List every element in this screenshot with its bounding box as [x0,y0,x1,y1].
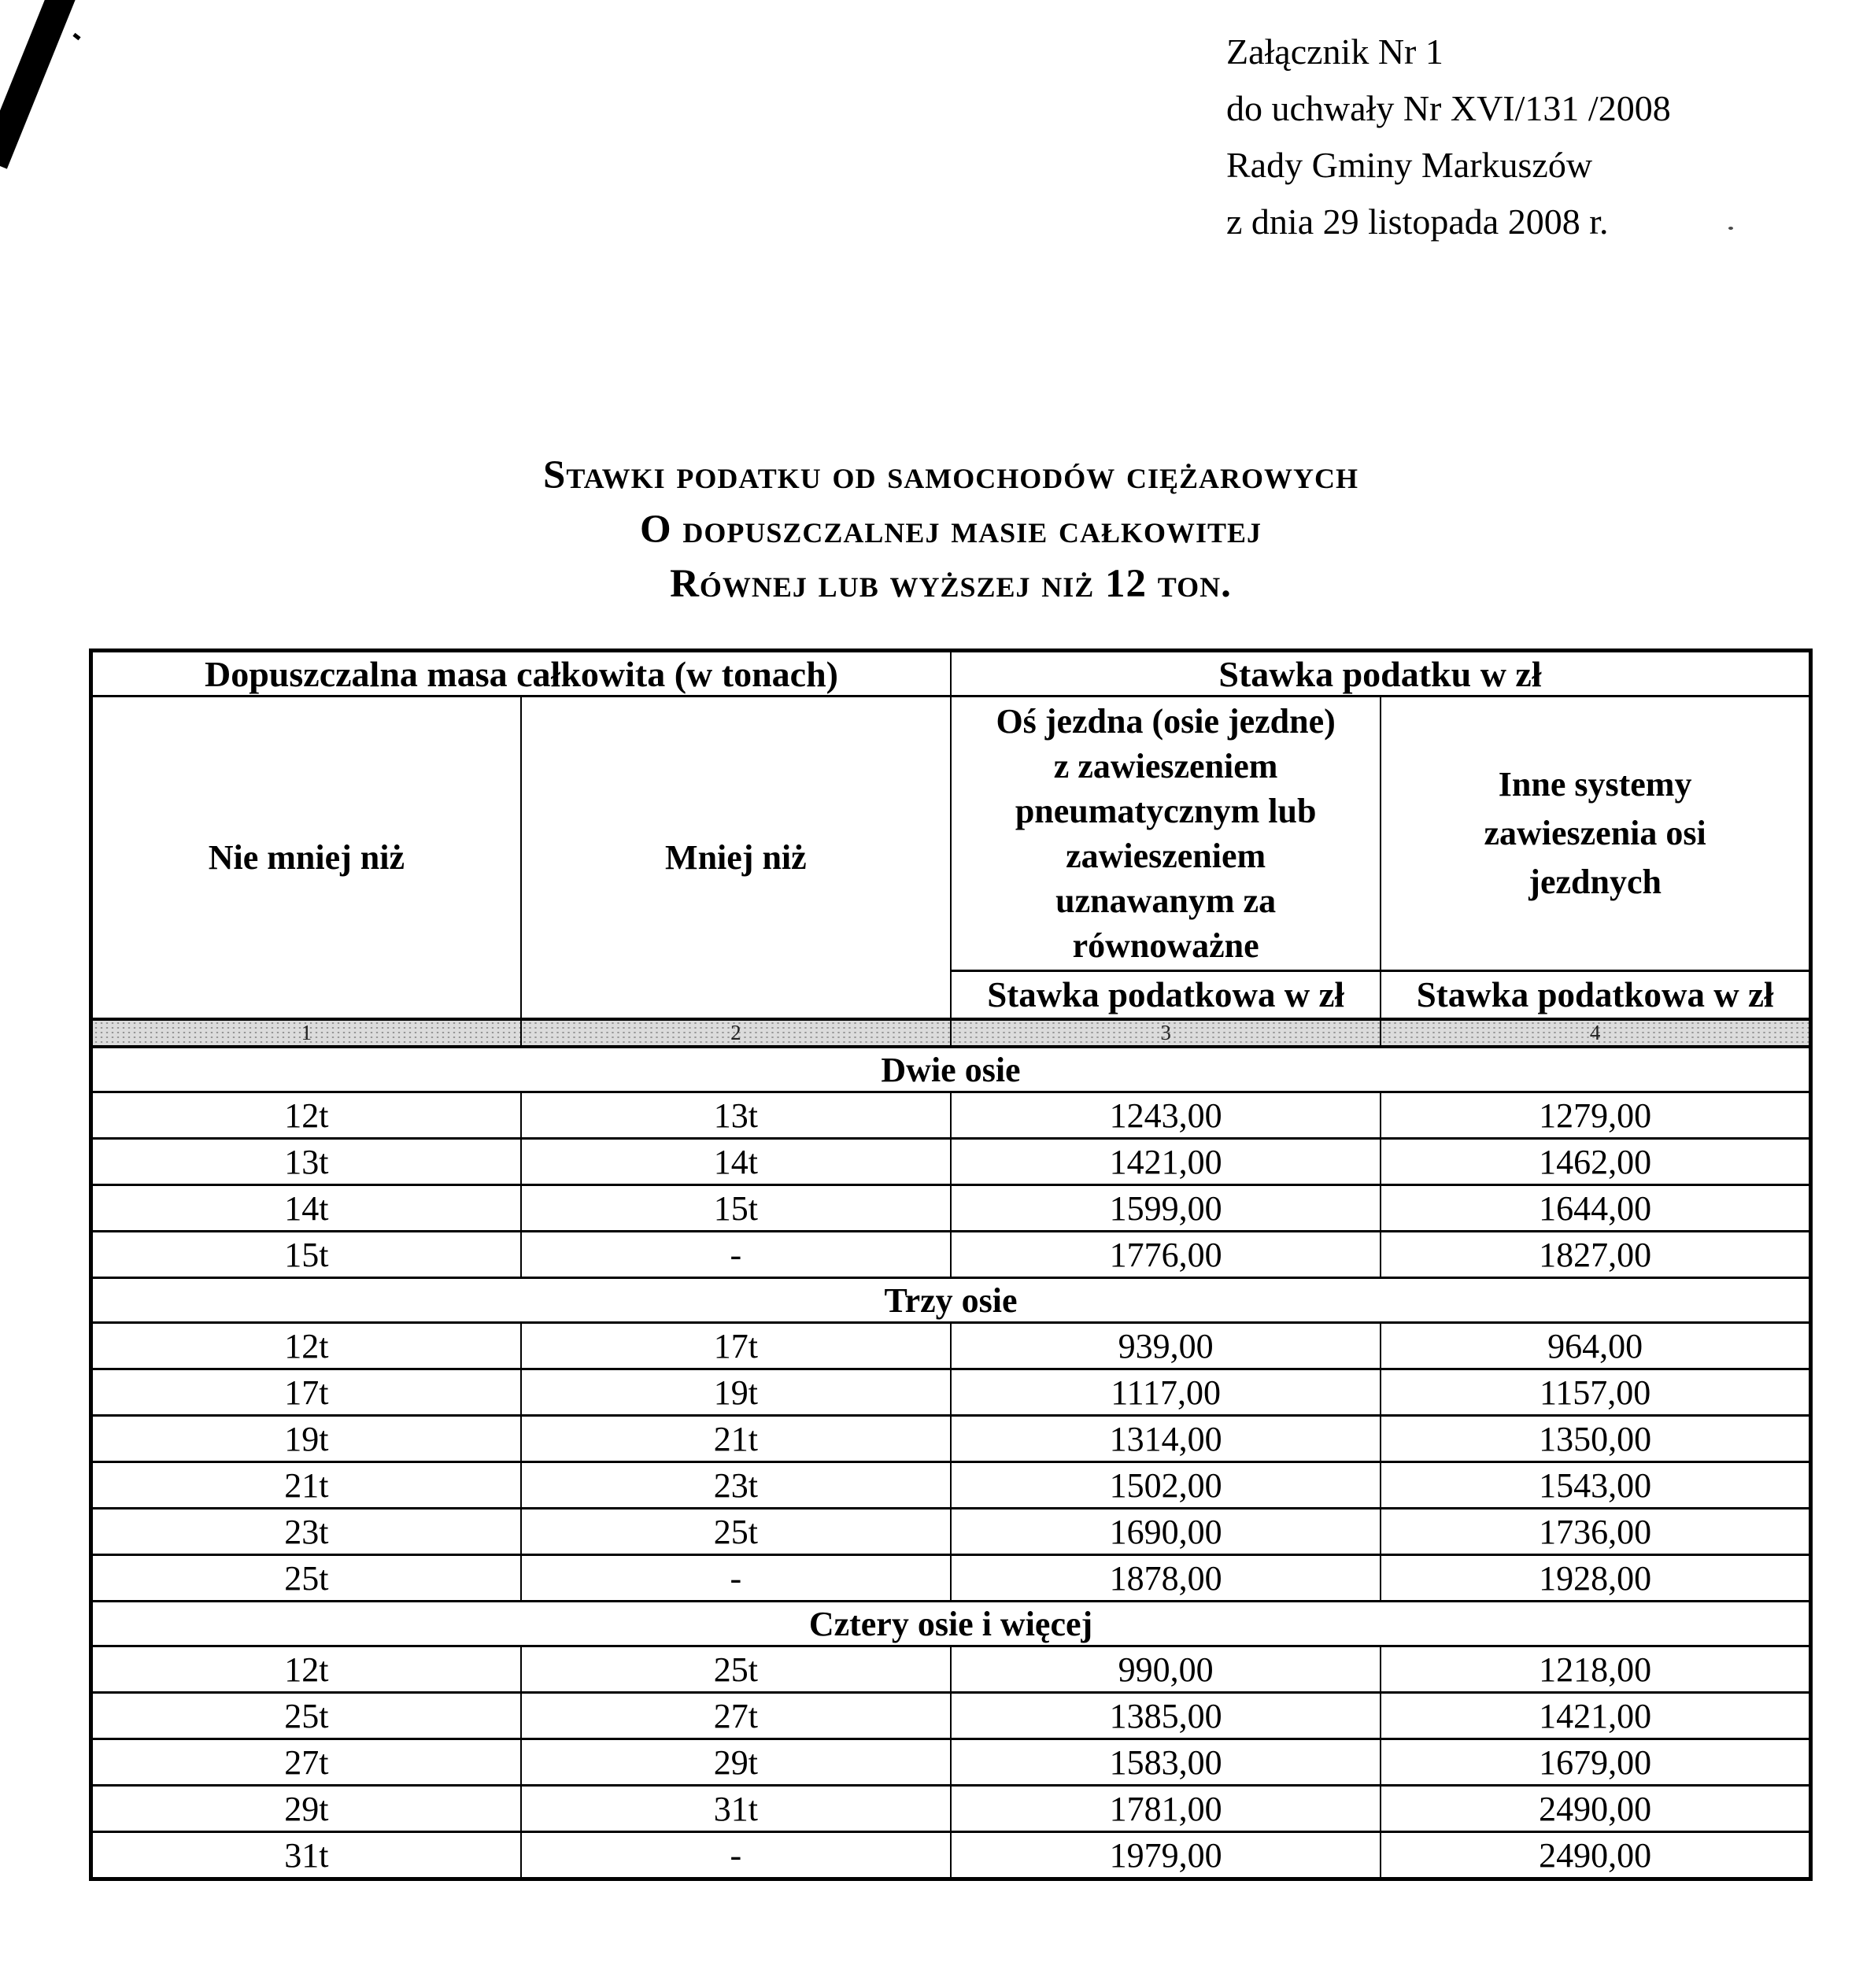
table-row [91,1139,1811,1185]
title-line-1: Stawki podatku od samochodów ciężarowych [542,453,1359,497]
cell-rate-other: 1736,00 [1381,1509,1810,1555]
title-line-3: Równej lub wyższej niż 12 ton. [670,562,1232,606]
cell-less: - [521,1832,951,1879]
table-row [91,1786,1811,1832]
scan-speck [1728,227,1733,230]
column-number-row [91,1019,1811,1047]
cell-less: 29t [521,1739,951,1786]
cell-rate-pneumatic: 1690,00 [951,1509,1381,1555]
cell-not-less: 25t [91,1693,521,1739]
cell-less: 25t [521,1509,951,1555]
header-not-less-than: Nie mniej niż [91,697,521,1020]
cell-not-less: 31t [91,1832,521,1879]
cell-not-less: 15t [91,1232,521,1278]
attachment-line-3: Rady Gminy Markuszów [1226,145,1593,185]
cell-less: 13t [521,1092,951,1139]
cell-not-less: 19t [91,1416,521,1462]
table-row [91,1462,1811,1509]
cell-not-less: 12t [91,1092,521,1139]
table-row [91,1739,1811,1786]
cell-rate-other: 1679,00 [1381,1739,1810,1786]
header-line: zawieszeniem [1066,837,1266,875]
column-number-4: 4 [1381,1019,1810,1047]
header-line: Oś jezdna (osie jezdne) [996,702,1336,741]
cell-less: 14t [521,1139,951,1185]
header-line: zawieszenia osi [1484,814,1706,852]
table-row [91,1555,1811,1602]
section-header-three-axles [91,1278,1811,1323]
table-row [91,1323,1811,1369]
table-header-group-row [91,651,1811,697]
column-number-2: 2 [521,1019,951,1047]
cell-less: 25t [521,1646,951,1693]
table-row [91,1832,1811,1879]
cell-less: 15t [521,1185,951,1232]
table-row [91,1416,1811,1462]
section-header-two-axles [91,1047,1811,1092]
cell-rate-pneumatic: 1979,00 [951,1832,1381,1879]
header-line: pneumatycznym lub [1015,792,1317,830]
section-label: Cztery osie i więcej [91,1602,1811,1646]
cell-less: 31t [521,1786,951,1832]
cell-rate-pneumatic: 1776,00 [951,1232,1381,1278]
header-line: równoważne [1072,926,1259,965]
cell-rate-other: 964,00 [1381,1323,1810,1369]
cell-less: 21t [521,1416,951,1462]
table-row [91,1646,1811,1693]
header-less-than: Mniej niż [521,697,951,1020]
subheader-rate-pneumatic: Stawka podatkowa w zł [951,971,1381,1020]
cell-not-less: 13t [91,1139,521,1185]
section-label: Dwie osie [91,1047,1811,1092]
cell-rate-other: 1157,00 [1381,1369,1810,1416]
table-row [91,1232,1811,1278]
cell-rate-other: 1827,00 [1381,1232,1810,1278]
column-number-3: 3 [951,1019,1381,1047]
cell-rate-other: 2490,00 [1381,1786,1810,1832]
cell-not-less: 21t [91,1462,521,1509]
title-line-2: O dopuszczalnej masie całkowitej [639,508,1262,552]
header-mass-group: Dopuszczalna masa całkowita (w tonach) [91,651,952,697]
cell-not-less: 12t [91,1323,521,1369]
cell-not-less: 12t [91,1646,521,1693]
cell-rate-other: 1350,00 [1381,1416,1810,1462]
cell-not-less: 25t [91,1555,521,1602]
cell-rate-pneumatic: 1878,00 [951,1555,1381,1602]
cell-less: 27t [521,1693,951,1739]
cell-less: 23t [521,1462,951,1509]
cell-not-less: 29t [91,1786,521,1832]
table-row [91,1185,1811,1232]
header-other-systems [1381,697,1810,971]
header-line: uznawanym za [1055,881,1277,920]
header-line: jezdnych [1528,863,1662,901]
cell-rate-other: 1543,00 [1381,1462,1810,1509]
cell-not-less: 14t [91,1185,521,1232]
cell-rate-other: 2490,00 [1381,1832,1810,1879]
pen-mark [0,0,81,169]
document-title [89,449,1813,612]
cell-less: 19t [521,1369,951,1416]
cell-rate-other: 1279,00 [1381,1092,1810,1139]
section-header-four-axles [91,1602,1811,1646]
cell-rate-other: 1421,00 [1381,1693,1810,1739]
cell-rate-other: 1928,00 [1381,1555,1810,1602]
section-label: Trzy osie [91,1278,1811,1323]
table-row [91,1369,1811,1416]
table-header-row [91,697,1811,971]
table-row [91,1509,1811,1555]
cell-rate-pneumatic: 1781,00 [951,1786,1381,1832]
cell-not-less: 23t [91,1509,521,1555]
cell-not-less: 17t [91,1369,521,1416]
cell-less: - [521,1232,951,1278]
cell-rate-pneumatic: 939,00 [951,1323,1381,1369]
header-line: Inne systemy [1498,765,1692,804]
cell-rate-other: 1218,00 [1381,1646,1810,1693]
scan-speck [72,33,80,40]
attachment-line-2: do uchwały Nr XVI/131 /2008 [1226,88,1671,128]
header-pneumatic-suspension [951,697,1381,971]
cell-rate-pneumatic: 1314,00 [951,1416,1381,1462]
cell-rate-pneumatic: 1117,00 [951,1369,1381,1416]
cell-rate-pneumatic: 990,00 [951,1646,1381,1693]
cell-rate-pneumatic: 1243,00 [951,1092,1381,1139]
cell-rate-other: 1462,00 [1381,1139,1810,1185]
cell-rate-pneumatic: 1421,00 [951,1139,1381,1185]
cell-less: 17t [521,1323,951,1369]
tax-rate-table [89,649,1813,1881]
cell-not-less: 27t [91,1739,521,1786]
cell-rate-pneumatic: 1583,00 [951,1739,1381,1786]
header-rate-group: Stawka podatku w zł [951,651,1811,697]
attachment-line-4: z dnia 29 listopada 2008 r. [1226,201,1609,242]
cell-rate-pneumatic: 1502,00 [951,1462,1381,1509]
attachment-line-1: Załącznik Nr 1 [1226,31,1443,72]
column-number-1: 1 [91,1019,521,1047]
cell-less: - [521,1555,951,1602]
attachment-reference-block [1226,24,1671,250]
cell-rate-pneumatic: 1599,00 [951,1185,1381,1232]
subheader-rate-other: Stawka podatkowa w zł [1381,971,1810,1020]
table-row [91,1092,1811,1139]
table-row [91,1693,1811,1739]
cell-rate-other: 1644,00 [1381,1185,1810,1232]
cell-rate-pneumatic: 1385,00 [951,1693,1381,1739]
header-line: z zawieszeniem [1053,747,1278,785]
